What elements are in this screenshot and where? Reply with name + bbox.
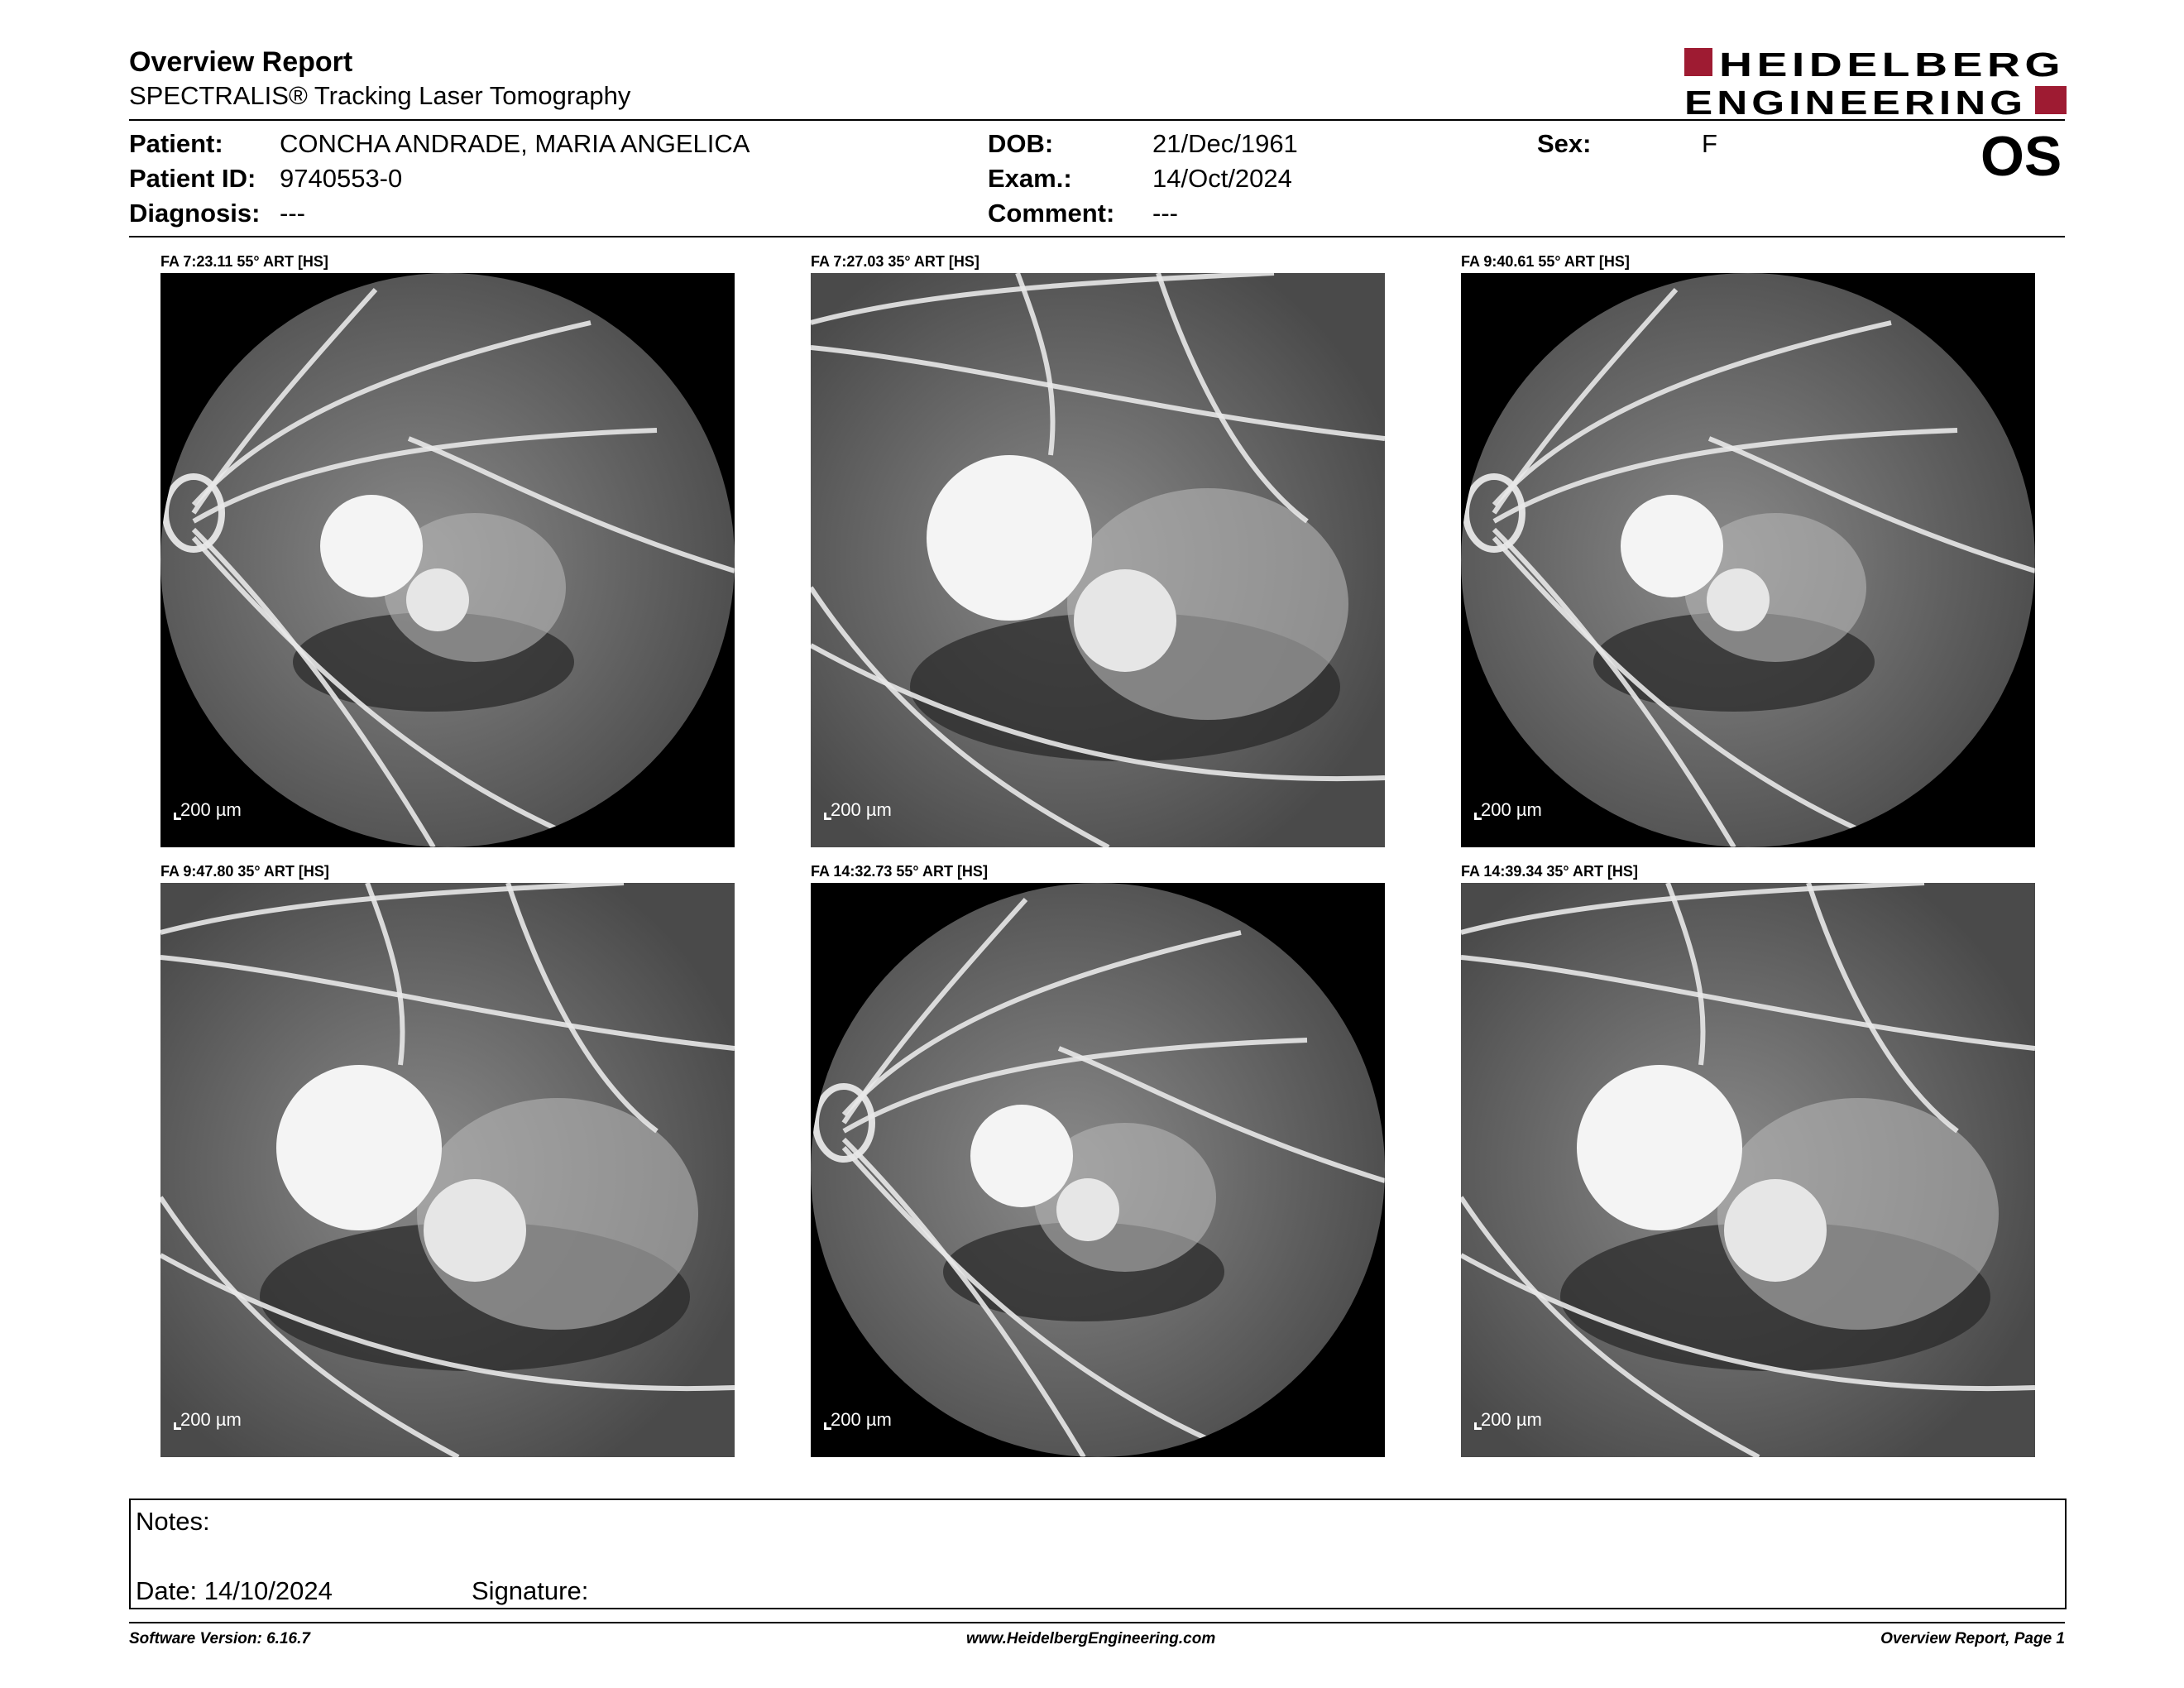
sex-label: Sex: (1537, 129, 1592, 158)
image-caption: FA 9:47.80 35° ART [HS] (160, 863, 329, 880)
notes-label: Notes: (136, 1507, 210, 1536)
logo-line-1: HEIDELBERG (1719, 46, 2065, 84)
dob-value: 21/Dec/1961 (1152, 129, 1298, 158)
scale-label: 200 µm (180, 799, 242, 820)
comment-label: Comment: (988, 199, 1115, 228)
scale-label: 200 µm (1481, 1409, 1542, 1430)
angiogram-image[interactable] (1461, 883, 2035, 1457)
comment-value: --- (1152, 199, 1178, 228)
image-caption: FA 14:39.34 35° ART [HS] (1461, 863, 1638, 880)
eye-indicator: OS (1980, 125, 2062, 188)
angiogram-image[interactable] (811, 883, 1385, 1457)
dob-label: DOB: (988, 129, 1054, 158)
patient-id: 9740553-0 (280, 164, 403, 193)
angiogram-image[interactable] (1461, 273, 2035, 847)
report-subtitle: SPECTRALIS® Tracking Laser Tomography (129, 81, 631, 110)
logo-line-2: ENGINEERING (1684, 84, 2027, 117)
scale-label: 200 µm (1481, 799, 1542, 820)
scale-label: 200 µm (831, 1409, 892, 1430)
info-divider (129, 236, 2065, 237)
header-divider (129, 119, 2065, 121)
date-label: Date: 14/10/2024 (136, 1576, 333, 1605)
image-caption: FA 9:40.61 55° ART [HS] (1461, 253, 1630, 270)
image-caption: FA 7:23.11 55° ART [HS] (160, 253, 328, 270)
scale-label: 200 µm (831, 799, 892, 820)
software-version: Software Version: 6.16.7 (129, 1630, 310, 1647)
angiogram-image[interactable] (160, 883, 735, 1457)
exam-label: Exam.: (988, 164, 1072, 193)
patient-name: CONCHA ANDRADE, MARIA ANGELICA (280, 129, 750, 158)
scale-label: 200 µm (180, 1409, 242, 1430)
exam-value: 14/Oct/2024 (1152, 164, 1292, 193)
diagnosis-label: Diagnosis: (129, 199, 261, 228)
notes-box (129, 1499, 2067, 1609)
website: www.HeidelbergEngineering.com (966, 1630, 1216, 1647)
heidelberg-logo (1684, 45, 2067, 117)
report-title: Overview Report (129, 46, 353, 78)
diagnosis-value: --- (280, 199, 305, 228)
sex-value: F (1702, 129, 1717, 158)
image-caption: FA 14:32.73 55° ART [HS] (811, 863, 988, 880)
angiogram-image[interactable] (160, 273, 735, 847)
signature-label: Signature: (472, 1576, 589, 1605)
footer-divider (129, 1622, 2065, 1623)
patient-id-label: Patient ID: (129, 164, 256, 193)
page-number: Overview Report, Page 1 (1880, 1630, 2065, 1647)
patient-label: Patient: (129, 129, 223, 158)
image-caption: FA 7:27.03 35° ART [HS] (811, 253, 979, 270)
angiogram-image[interactable] (811, 273, 1385, 847)
